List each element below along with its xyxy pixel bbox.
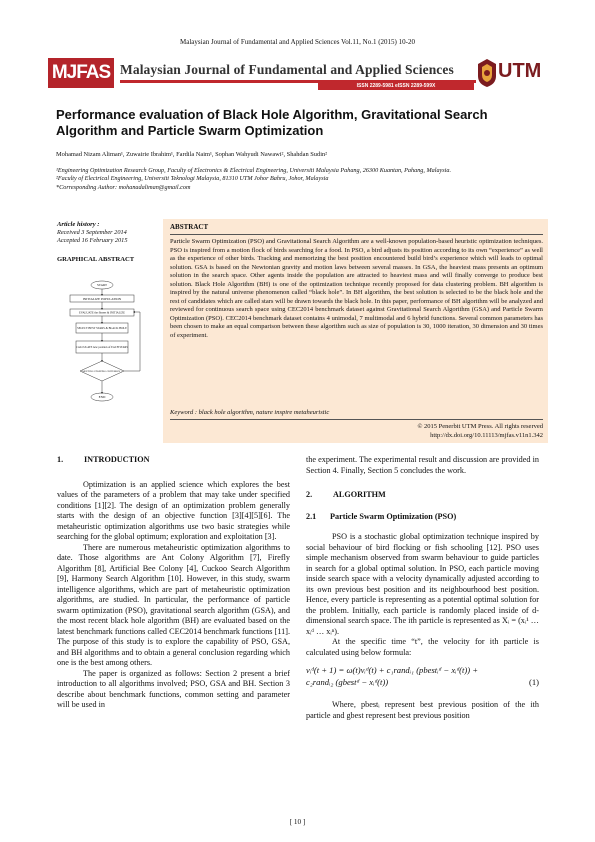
- flow-calc-label: CALCULATE new position of EACH STARS: [76, 346, 128, 349]
- intro-continuation: the experiment. The experimental result and discussion are provided in Section 4. Finally, Section 5 concludes the work.: [306, 455, 539, 475]
- abstract-title: ABSTRACT: [170, 223, 209, 231]
- abstract-box: [163, 219, 548, 443]
- pso-paragraph-2: At the specific time “t”, the velocity for ith particle is calculated using below formula:: [306, 637, 539, 657]
- copyright: © 2015 Penerbit UTM Press. All rights reserved: [417, 423, 543, 430]
- intro-paragraph-2: There are numerous metaheuristic optimization algorithms to date. Those algorithms are Ant Colony Algorithm [7], Firefly Algorithm [8], Artificial Bee Colony [4], Cuckoo Search Algorithm [9], Harmony Search Algorithm [10]. However, in this study, swarm intelligence algorithms, which are part of metaheuristic optimization algorithms, are studied. In particular, the performance of particle swarm optimization (PSO), gravitational search algorithm (GSA), and the most recent black hole algorithm (BH) are evaluated based on the latest benchmark functions called CEC2014 benchmark functions [11]. The purpose of this study is to explore the capability of PSO, GSA, and BH algorithms and to obtain a general conclusion regarding which one is the best among others.: [57, 542, 290, 667]
- section-2-title: ALGORITHM: [333, 490, 386, 499]
- corresponding-author: *Corresponding Author: mohanadaliman@gmail.com: [56, 183, 191, 191]
- section-1-title: INTRODUCTION: [84, 455, 150, 464]
- flow-init-label: INITIALIZE POPULATION: [82, 296, 122, 301]
- equation-1-number: (1): [528, 677, 539, 687]
- pso-paragraph-3: Where, pbestᵢ represent best previous position of the ith particle and gbest represent best previous position: [306, 700, 539, 720]
- abstract-rule-bottom: [170, 419, 543, 420]
- section-2-number: 2.: [306, 490, 313, 499]
- utm-emblem-icon: [477, 58, 497, 88]
- flow-end-label: END: [98, 395, 106, 400]
- section-1-number: 1.: [57, 455, 64, 464]
- flow-decision-label: MEETING STOPPING CRITERION ?: [82, 370, 122, 373]
- utm-logo: [477, 56, 549, 92]
- mjfas-logo: MJFAS: [48, 58, 114, 88]
- subsection-2-1-heading: [306, 512, 539, 523]
- pso-paragraph-1: PSO is a stochastic global optimization technique inspired by social behaviour of bird flocking or fish schooling [12]. PSO uses simple mechanism observed from swarm behaviour to guide particles in search for a global optimal solution. In PSO, each particle moving inside search space with a velocity dynamically adjusted according to its own previous best position and its neighbourhood best position. Hence, every particle is representing as a potential optimal solution for the problem. Initially, each particle is randomly placed inside of d-dimensional search space. The ith particle is represented as Xᵢ = (xᵢ¹ … xᵢᵈ … xᵢⁿ).: [306, 532, 539, 636]
- flow-start-label: START: [97, 283, 107, 288]
- affiliations: [56, 167, 540, 192]
- equation-1-line-2: c₂randᵢ₂ (gbestᵈ − xᵢᵈ(t)) (1): [306, 677, 539, 687]
- affiliation-1: ¹Engineering Optimization Research Group, Faculty of Electronics & Electrical Engineering, Universiti Malaysia Pahang, 26300 Kuantan, Pahang, Malaysia.: [56, 167, 452, 174]
- journal-name: Malaysian Journal of Fundamental and Applied Sciences: [120, 62, 454, 77]
- accepted-date: Accepted 16 February 2015: [57, 236, 128, 244]
- journal-banner: [48, 56, 548, 94]
- utm-wordmark: UTM: [498, 60, 542, 82]
- subsection-2-1-title: Particle Swarm Optimization (PSO): [330, 511, 457, 521]
- article-info: [57, 221, 163, 263]
- intro-paragraph-1: Optimization is an applied science which explores the best values of the parameters of a problem that may take under specified conditions [1][2]. The design of an optimization problem generally starts with the design of an objective function [3][4][5][6]. The metaheuristic optimization algorithms use two basic strategies while searching for the global optimum; exploration and exploitation [3].: [57, 479, 290, 541]
- article-history-label: Article history :: [57, 221, 100, 228]
- paper-title: Performance evaluation of Black Hole Algorithm, Gravitational Search Algorithm and Particle Swarm Optimization: [56, 107, 488, 138]
- doi-link[interactable]: http://dx.doi.org/10.11113/mjfas.v11n1.342: [430, 432, 543, 439]
- section-2-heading: [306, 490, 539, 501]
- abstract-rule-top: [170, 234, 543, 235]
- issn-strip: ISSN 2289-5981 eISSN 2289-599X: [318, 83, 474, 90]
- keywords: Keyword : black hole algorithm, nature inspire metaheuristic: [170, 409, 330, 416]
- affiliation-2: ²Faculty of Electrical Engineering, Universiti Teknologi Malaysia, 81310 UTM Johor Bahru, Johor, Malaysia: [56, 175, 329, 183]
- received-date: Received 3 September 2014: [57, 229, 127, 236]
- author-list: Mohamad Nizam Aliman¹, Zuwairie Ibrahim¹, Fardila Naim¹, Sophan Wahyudi Nawawi², Shahdan Sudin²: [56, 151, 328, 158]
- equation-1-line-1: vᵢᵈ(t + 1) = ω(t)vᵢᵈ(t) + c₁randᵢ₁ (pbestᵢᵈ − xᵢᵈ(t)) +: [306, 665, 479, 675]
- left-body-column: [57, 455, 290, 711]
- equation-1: [306, 664, 539, 688]
- page-number: [ 10 ]: [289, 818, 306, 826]
- abstract-text: Particle Swarm Optimization (PSO) and Gravitational Search Algorithm are a well-known population-based heuristic optimization techniques. PSO is inspired from a motion flock of birds searching for a food. In PSO, a bird adjusts its position according to its own “experience” as well as the experience of other birds. Tracking and memorizing the best position encountered build bird’s experience which will leads to optimal solution. GSA is based on the Newtonian gravity and motion laws between several masses. In GSA, the heaviest mass presents an optimum solution in the search space. Other agents inside the population are attracted to heaviest mass and will finally converge to produce best solution. Black Hole Algorithm (BH) is one of the optimization technique recently proposed for data clustering problem. BH algorithm is inspired by the natural universe phenomenon called “black hole”. In BH algorithm, the best solution is selected to be the black hole and the rest of candidates which are called stars will be drawn towards the black hole. In this paper, performance of BH algorithm will be analyzed and reviewed for continuous search space using CEC2014 benchmark dataset against Gravitational Search Algorithm (GSA) and Particle Swarm Optimization (PSO). CEC2014 benchmark dataset contains 4 unimodal, 7 multimodal and 6 hybrid functions. Several common parameters has been chosen to make an equal comparison between these algorithm such as size of population is 30, 1000 iteration, 30 dimension and 30 times of experiment.: [170, 238, 543, 339]
- intro-paragraph-3: The paper is organized as follows: Section 2 present a brief introduction to all algorithms involved; PSO, GSA and BH. Section 3 describe about benchmark functions, common setting and parameter will be used in: [57, 668, 290, 709]
- graphical-abstract-title: GRAPHICAL ABSTRACT: [57, 256, 135, 263]
- flow-select-label: SELECT BEST STARS & BLACK HOLE: [77, 326, 127, 330]
- graphical-abstract-flowchart: [62, 280, 152, 432]
- flow-evaluate-label: EVALUATE the fitness & INITIALIZE: [78, 310, 126, 315]
- section-1-heading: [57, 455, 290, 466]
- right-body-column: [306, 455, 539, 721]
- running-head: Malaysian Journal of Fundamental and Applied Sciences Vol.11, No.1 (2015) 10-20: [180, 38, 415, 46]
- subsection-2-1-number: 2.1: [306, 511, 317, 521]
